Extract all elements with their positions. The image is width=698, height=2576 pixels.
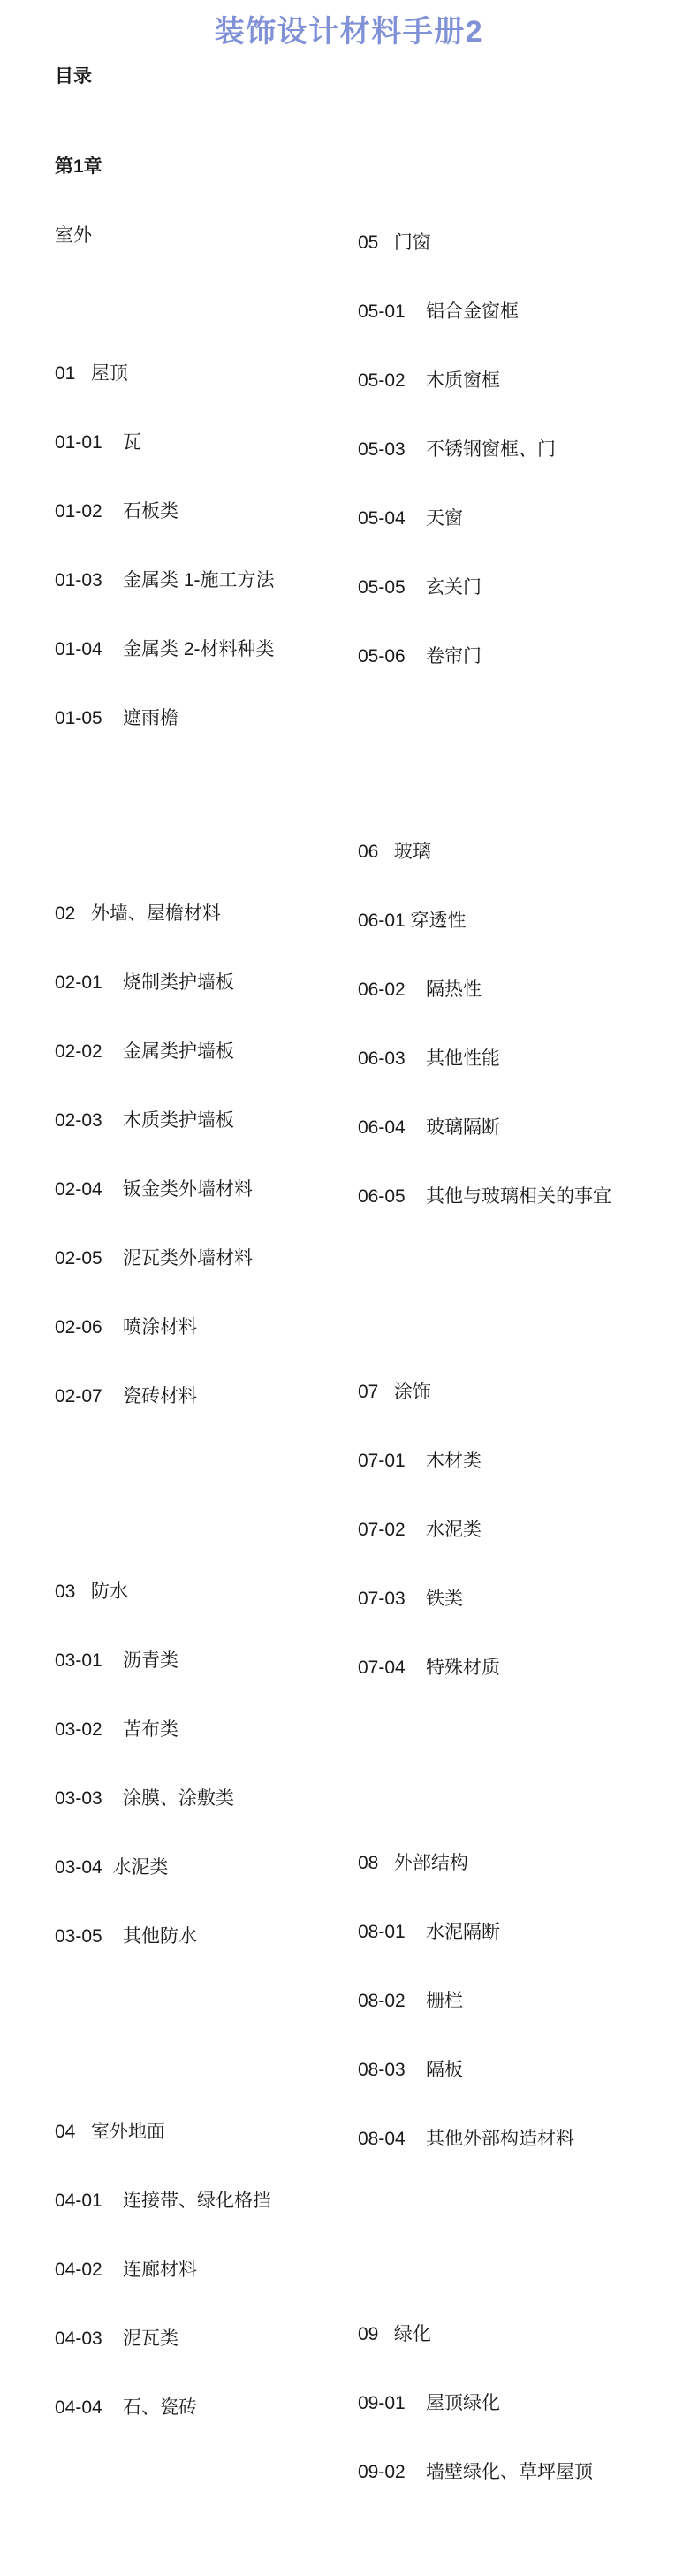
toc-item: 03-05 其他防水 [55,1926,198,1947]
toc-section-03 [55,1535,275,1994]
toc-item: 05-04 天窗 [358,508,464,529]
toc-item: 07-03 铁类 [358,1589,464,1609]
toc-item: 05-01 铝合金窗框 [358,301,520,322]
toc-section-header: 06 玻璃 [358,842,431,862]
toc-heading: 目录 [55,66,92,87]
toc-item: 06-03 其他性能 [358,1048,501,1069]
toc-item: 05-02 木质窗框 [358,370,501,391]
toc-right-column [358,140,611,2576]
toc-item: 02-05 泥瓦类外墙材料 [55,1248,254,1269]
toc-item: 05-05 玄关门 [358,577,482,598]
toc-section-06 [358,795,611,1254]
toc-section-09 [358,2277,611,2530]
toc-item: 01-04 金属类 2-材料种类 [55,639,275,659]
toc-section-02 [55,857,275,1454]
toc-item: 04-04 石、瓷砖 [55,2397,198,2418]
toc-section-04 [55,2075,275,2465]
toc-item: 06-02 隔热性 [358,979,482,1000]
toc-section-header: 09 绿化 [358,2324,431,2344]
toc-item: 06-05 其他与玻璃相关的事宜 [358,1186,612,1207]
toc-item: 01-05 遮雨檐 [55,708,179,728]
toc-left-column [55,110,275,2511]
toc-item: 02-04 钣金类外墙材料 [55,1179,254,1200]
toc-item: 01-01 瓦 [55,432,142,453]
chapter-subtitle: 室外 [55,225,92,246]
toc-item: 02-03 木质类护墙板 [55,1110,235,1131]
chapter-heading: 第1章 [55,156,102,177]
toc-item: 04-03 泥瓦类 [55,2328,179,2349]
toc-section-07 [358,1335,611,1726]
toc-item: 08-03 隔板 [358,2060,464,2080]
toc-item: 08-01 水泥隔断 [358,1922,501,1942]
toc-item: 06-01 穿透性 [358,911,467,931]
toc-item: 06-04 玻璃隔断 [358,1117,501,1138]
toc-section-header: 05 门窗 [358,232,431,253]
toc-item: 02-07 瓷砖材料 [55,1386,198,1406]
toc-section-01 [55,316,275,776]
toc-item: 04-01 连接带、绿化格挡 [55,2191,272,2211]
toc-item: 02-06 喷涂材料 [55,1317,198,1338]
toc-item: 08-02 栅栏 [358,1991,464,2011]
toc-item: 08-04 其他外部构造材料 [358,2129,575,2149]
page-title: 装饰设计材料手册2 [214,15,484,49]
toc-section-header: 02 外墙、屋檐材料 [55,903,221,924]
toc-item: 03-04 水泥类 [55,1857,169,1878]
toc-item: 07-04 特殊材质 [358,1658,501,1678]
toc-item: 03-02 苫布类 [55,1719,179,1740]
toc-item: 07-01 木材类 [358,1451,482,1471]
toc-item: 07-02 水泥类 [358,1520,482,1540]
toc-item: 03-03 涂膜、涂敷类 [55,1788,235,1809]
toc-section-header: 03 防水 [55,1581,128,1602]
toc-item: 04-02 连廊材料 [55,2260,198,2280]
toc-section-header: 01 屋顶 [55,363,128,384]
toc-section-08 [358,1806,611,2197]
toc-item: 01-03 金属类 1-施工方法 [55,570,275,591]
toc-section-header: 08 外部结构 [358,1853,468,1873]
toc-item: 02-01 烧制类护墙板 [55,972,235,993]
toc-section-header: 04 室外地面 [55,2122,165,2142]
toc-item: 05-03 不锈钢窗框、门 [358,439,557,460]
toc-item: 01-02 石板类 [55,501,179,522]
toc-item: 09-02 墙壁绿化、草坪屋顶 [358,2462,594,2482]
toc-item: 02-02 金属类护墙板 [55,1041,235,1062]
toc-item: 03-01 沥青类 [55,1650,179,1671]
toc-section-header: 07 涂饰 [358,1382,431,1402]
toc-item: 09-01 屋顶绿化 [358,2393,501,2413]
toc-section-05 [358,186,611,714]
toc-item: 05-06 卷帘门 [358,646,482,667]
